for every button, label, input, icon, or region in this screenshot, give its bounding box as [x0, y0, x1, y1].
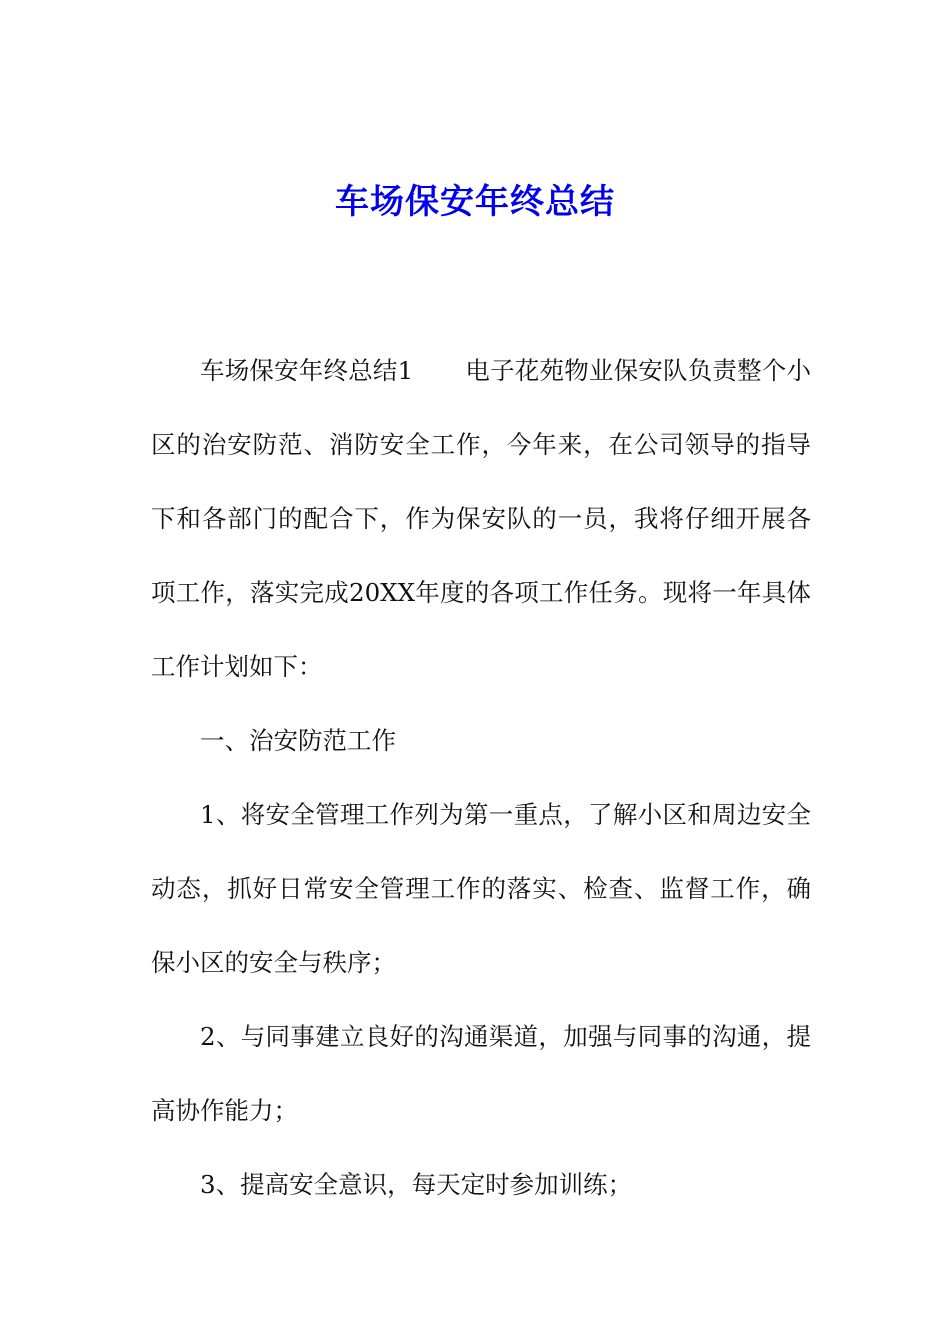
list-item-3: 3、提高安全意识，每天定时参加训练；: [200, 1170, 633, 1199]
list-item-1: 1、将安全管理工作列为第一重点，了解小区和周边安全动态，抓好日常安全管理工作的落实、检查、监督工作，确保小区的安全与秩序；: [151, 800, 811, 977]
document-title: 车场保安年终总结: [335, 182, 615, 222]
intro-heading: 车场保安年终总结1: [200, 356, 414, 385]
list-item-2: 2、与同事建立良好的沟通渠道，加强与同事的沟通，提高协作能力；: [151, 1022, 811, 1125]
intro-paragraph: [151, 334, 811, 704]
document-body: [151, 334, 811, 1222]
section-heading-1: 一、治安防范工作: [200, 726, 396, 755]
intro-text: 电子花苑物业保安队负责整个小区的治安防范、消防安全工作，今年来，在公司领导的指导下和各部门的配合下，作为保安队的一员，我将仔细开展各项工作，落实完成20XX年度的各项工作任务。现将一年具体工作计划如下：: [151, 356, 812, 681]
